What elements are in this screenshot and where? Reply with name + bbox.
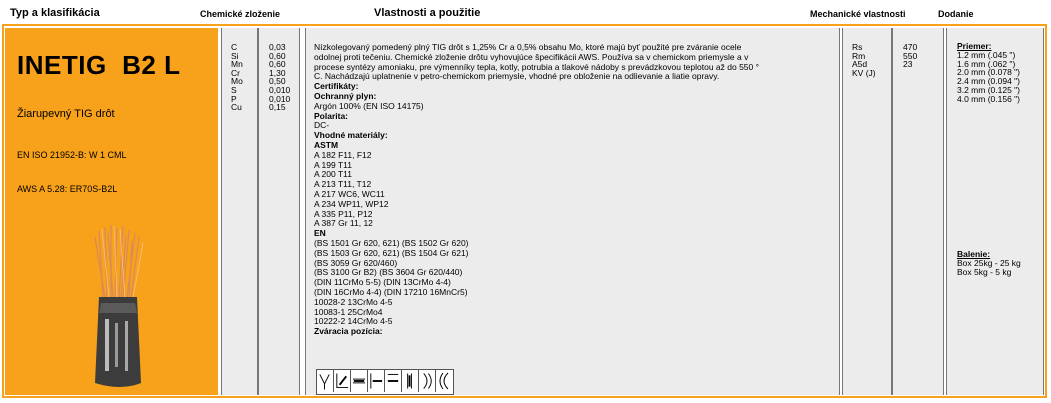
chemistry-value: 0,60 bbox=[269, 50, 286, 61]
chemistry-values-column bbox=[258, 28, 300, 395]
materials-label: Vhodné materiály: bbox=[314, 130, 388, 141]
mechanical-key: Rm bbox=[852, 50, 866, 61]
shielding-gas-label: Ochranný plyn: bbox=[314, 90, 377, 101]
mechanical-values bbox=[903, 43, 917, 77]
welding-positions bbox=[316, 369, 454, 395]
en-item: (BS 3100 Gr B2) (BS 3604 Gr 620/440) bbox=[314, 267, 463, 278]
chemistry-element: Cr bbox=[231, 67, 240, 78]
diameter-list bbox=[957, 51, 1020, 104]
shielding-gas-value: Argón 100% (EN ISO 14175) bbox=[314, 100, 424, 111]
chemistry-value: 0,60 bbox=[269, 59, 286, 70]
certificates-label: Certifikáty: bbox=[314, 81, 359, 92]
chemistry-element: Mn bbox=[231, 59, 243, 70]
delivery-column bbox=[946, 28, 1044, 395]
astm-item: A 387 Gr 11, 12 bbox=[314, 218, 373, 229]
mechanical-values-column bbox=[892, 28, 944, 395]
mechanical-value: 23 bbox=[903, 59, 913, 70]
diameter-item: 1.6 mm (.062 ") bbox=[957, 58, 1016, 69]
table-header bbox=[2, 2, 1047, 26]
diameter-label: Priemer: bbox=[957, 41, 992, 51]
mechanical-value bbox=[903, 69, 917, 78]
en-item: (DIN 11CrMo 5-5) (DIN 13CrMo 4-4) bbox=[314, 277, 451, 288]
description-line: C. Nachádzajú uplatnenie v petro-chemickom priemysle, vhodné pre obloženie na odlievanie a liatie opravy. bbox=[314, 71, 720, 82]
en-label: EN bbox=[314, 228, 326, 239]
properties-column bbox=[305, 28, 840, 395]
astm-item: A 335 P11, P12 bbox=[314, 208, 373, 219]
chemistry-elements bbox=[231, 43, 243, 112]
polarity-value: DC- bbox=[314, 120, 330, 131]
diameter-item: 1.2 mm (.045 ") bbox=[957, 49, 1016, 60]
packing-list bbox=[957, 259, 1021, 277]
chemistry-element: Mo bbox=[231, 76, 243, 87]
astm-item: A 217 WC6, WC11 bbox=[314, 188, 385, 199]
header-mechanical-properties: Mechanické vlastnosti bbox=[810, 9, 906, 19]
product-panel bbox=[5, 28, 218, 395]
diameter-item: 4.0 mm (0.156 ") bbox=[957, 93, 1021, 104]
position-pg-icon bbox=[419, 370, 436, 392]
astm-item: A 213 T11, T12 bbox=[314, 179, 372, 190]
positions-label: Zváracia pozícia: bbox=[314, 326, 383, 337]
description-line: procese syntézy amoniaku, pre výmenníky tepla, kotly, potrubia a tlakové nádoby s prevádzkovou teplotou až do 550 ° bbox=[314, 61, 760, 72]
chemistry-element: C bbox=[231, 42, 238, 52]
astm-list bbox=[314, 151, 834, 229]
mechanical-key: Rs bbox=[852, 42, 863, 52]
product-name: INETIG B2 L bbox=[17, 50, 181, 80]
chemistry-values bbox=[269, 43, 290, 112]
mechanical-value: 470 bbox=[903, 42, 918, 52]
astm-label: ASTM bbox=[314, 139, 339, 150]
en-list bbox=[314, 239, 834, 327]
en-item: (DIN 16CrMo 4-4) (DIN 17210 16MnCr5) bbox=[314, 286, 468, 297]
description-line: Nízkolegovaný pomedený plný TIG drôt s 1,25% Cr a 0,5% obsahu Mo, ktoré majú byť použité pre zváranie ocele bbox=[314, 42, 742, 52]
en-item: 10028-2 13CrMo 4-5 bbox=[314, 296, 393, 307]
properties-text bbox=[314, 43, 834, 337]
mechanical-keys-column bbox=[842, 28, 892, 395]
en-item: 10083-1 25CrMo4 bbox=[314, 306, 383, 317]
chemistry-element: S bbox=[231, 84, 237, 95]
chemistry-element: P bbox=[231, 93, 237, 104]
position-pf-icon bbox=[402, 370, 419, 392]
header-delivery: Dodanie bbox=[938, 9, 974, 19]
wire-bundle-icon bbox=[87, 223, 157, 393]
header-type-classification: Typ a klasifikácia bbox=[10, 7, 100, 19]
product-subtitle: Žiarupevný TIG drôt bbox=[17, 108, 115, 120]
en-item: 10222-2 14CrMo 4-5 bbox=[314, 316, 393, 327]
position-pe-icon bbox=[385, 370, 402, 392]
mechanical-keys bbox=[852, 43, 876, 77]
astm-item: A 182 F11, F12 bbox=[314, 149, 372, 160]
packing-label: Balenie: bbox=[957, 249, 991, 259]
packing-item: Box 5kg - 5 kg bbox=[957, 266, 1012, 277]
position-pa-icon bbox=[317, 370, 334, 392]
en-item: (BS 1503 Gr 620, 621) (BS 1504 Gr 621) bbox=[314, 247, 469, 258]
position-pc-icon bbox=[351, 370, 368, 392]
position-pb-icon bbox=[334, 370, 351, 392]
astm-item: A 200 T11 bbox=[314, 169, 352, 180]
position-pd-icon bbox=[368, 370, 385, 392]
chemistry-value: 0,15 bbox=[269, 102, 286, 113]
diameter-item: 2.4 mm (0.094 ") bbox=[957, 76, 1021, 87]
description bbox=[314, 43, 834, 82]
astm-item: A 234 WP11, WP12 bbox=[314, 198, 389, 209]
mechanical-key: A5d bbox=[852, 59, 868, 70]
chemistry-elements-column bbox=[221, 28, 258, 395]
chemistry-value: 1,30 bbox=[269, 67, 286, 78]
description-line: odolnej proti tečeniu. Chemické zloženie drôtu vyhovujúce špecifikácii AWS. Používa sa v chemickom priemysle a v bbox=[314, 51, 749, 62]
header-chemical-composition: Chemické zloženie bbox=[200, 9, 281, 19]
chemistry-value: 0,50 bbox=[269, 76, 286, 87]
en-item: (BS 1501 Gr 620, 621) (BS 1502 Gr 620) bbox=[314, 237, 469, 248]
mechanical-value: 550 bbox=[903, 50, 918, 61]
product-aws: AWS A 5.28: ER70S-B2L bbox=[17, 184, 118, 194]
packing-item: Box 25kg - 25 kg bbox=[957, 257, 1021, 268]
product-en-iso: EN ISO 21952-B: W 1 CML bbox=[17, 150, 127, 160]
polarity-label: Polarita: bbox=[314, 110, 349, 121]
chemistry-value: 0,010 bbox=[269, 93, 291, 104]
en-item: (BS 3059 Gr 620/460) bbox=[314, 257, 398, 268]
position-pe-overhead-icon bbox=[436, 370, 453, 392]
chemistry-value: 0,03 bbox=[269, 42, 286, 52]
astm-item: A 199 T11 bbox=[314, 159, 352, 170]
diameter-item: 2.0 mm (0.078 ") bbox=[957, 67, 1021, 78]
chemistry-element: Si bbox=[231, 50, 239, 61]
chemistry-value: 0,010 bbox=[269, 84, 291, 95]
mechanical-key: KV (J) bbox=[852, 67, 876, 78]
chemistry-element: Cu bbox=[231, 102, 242, 113]
diameter-item: 3.2 mm (0.125 ") bbox=[957, 84, 1021, 95]
header-properties-use: Vlastnosti a použitie bbox=[374, 7, 481, 19]
